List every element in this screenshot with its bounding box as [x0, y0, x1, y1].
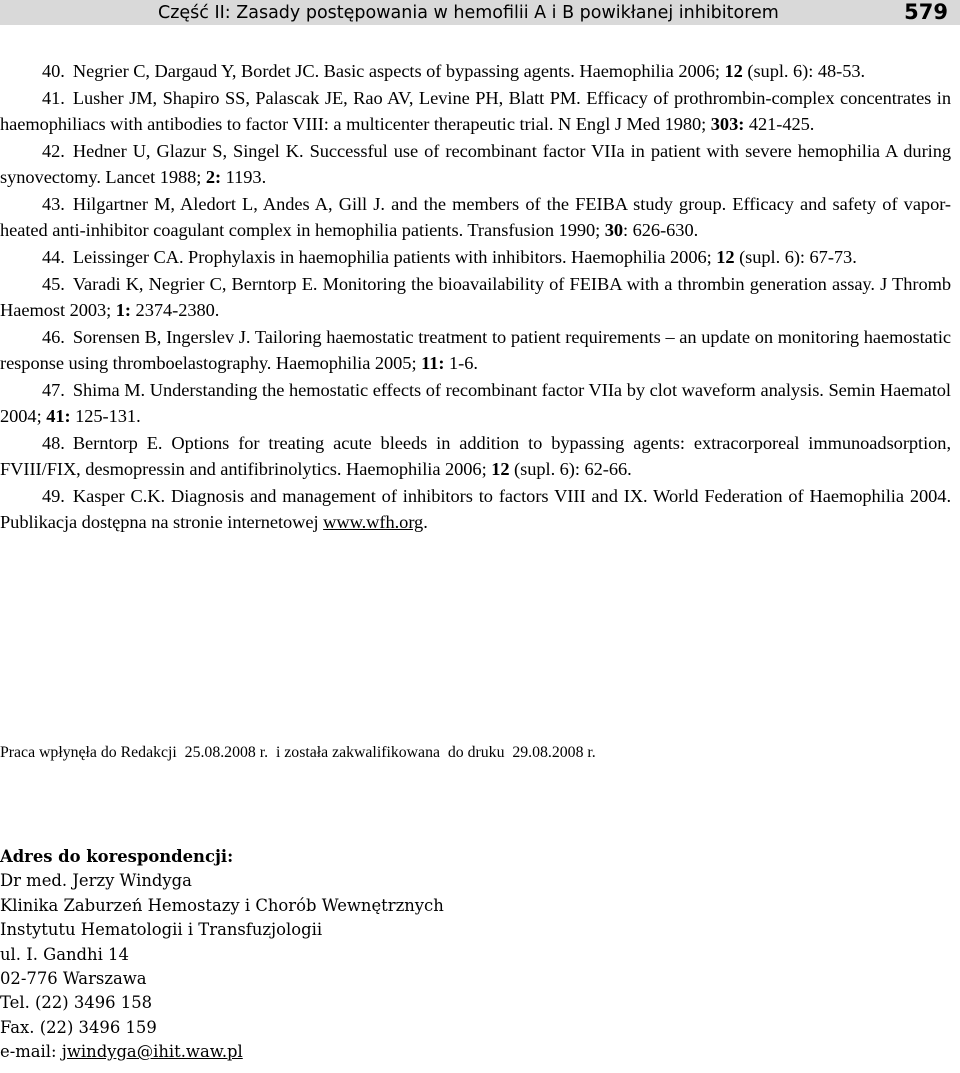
reference-item: 48. Berntorp E. Options for treating acute bleeds in addition to bypassing agents: extracorporeal immunoadsorption, FVIII/FIX, desmopressin and antifibrinolytics. Haemophilia 2006; 12 (supl. 6): 62-66. [0, 433, 951, 479]
reference-number: 43. [42, 194, 65, 214]
address-line: Fax. (22) 3496 159 [0, 1017, 157, 1037]
address-line: Dr med. Jerzy Windyga [0, 871, 192, 891]
page-number: 579 [904, 0, 948, 24]
address-line: 02-776 Warszawa [0, 969, 147, 989]
address-line: Klinika Zaburzeń Hemostazy i Chorób Wewnętrznych [0, 895, 444, 915]
reference-number: 46. [42, 327, 65, 347]
reference-number: 42. [42, 141, 65, 161]
reference-number: 45. [42, 274, 65, 294]
reference-number: 48. [42, 433, 65, 453]
email-label: e-mail: [0, 1042, 62, 1062]
reference-item: 49. Kasper C.K. Diagnosis and management of inhibitors to factors VIII and IX. World Federation of Haemophilia 2004. Publikacja dostępna na stronie internetowej www.wfh.org. [0, 486, 951, 532]
reference-item: 43. Hilgartner M, Aledort L, Andes A, Gill J. and the members of the FEIBA study group. Efficacy and safety of vapor-heated anti-inhibitor coagulant complex in hemophilia patients. Transfusion 1990; 30: 626-630. [0, 194, 951, 240]
email-line [0, 1040, 444, 1064]
running-header-title: Część II: Zasady postępowania w hemofilii A i B powikłanej inhibitorem [158, 3, 779, 23]
reference-number: 44. [42, 247, 65, 267]
email-link[interactable]: jwindyga@ihit.waw.pl [61, 1042, 243, 1062]
address-line: Instytutu Hematologii i Transfuzjologii [0, 920, 323, 940]
reference-item: 41. Lusher JM, Shapiro SS, Palascak JE, Rao AV, Levine PH, Blatt PM. Efficacy of prothrombin-complex concentrates in haemophiliacs with antibodies to factor VIII: a multicenter therapeutic trial. N Engl J Med 1980; 303: 421-425. [0, 88, 951, 134]
address-heading: Adres do korespondencji: [0, 847, 234, 866]
reference-item: 44. Leissinger CA. Prophylaxis in haemophilia patients with inhibitors. Haemophilia 2006; 12 (supl. 6): 67-73. [42, 247, 857, 267]
address-line: Tel. (22) 3496 158 [0, 993, 153, 1013]
reference-number: 40. [42, 61, 65, 81]
reference-number: 49. [42, 486, 65, 506]
reference-item: 47. Shima M. Understanding the hemostatic effects of recombinant factor VIIa by clot waveform analysis. Semin Haematol 2004; 41: 125-131. [0, 380, 951, 426]
correspondence-address [0, 845, 444, 1065]
address-line: ul. I. Gandhi 14 [0, 944, 129, 964]
reference-item: 46. Sorensen B, Ingerslev J. Tailoring haemostatic treatment to patient requirements – an update on monitoring haemostatic response using thromboelastography. Haemophilia 2005; 11: 1-6. [0, 327, 951, 373]
reference-item: 42. Hedner U, Glazur S, Singel K. Successful use of recombinant factor VIIa in patient with severe hemophilia A during synovectomy. Lancet 1988; 2: 1193. [0, 141, 951, 187]
reference-number: 41. [42, 88, 65, 108]
reference-item: 40. Negrier C, Dargaud Y, Bordet JC. Basic aspects of bypassing agents. Haemophilia 2006; 12 (supl. 6): 48-53. [42, 61, 866, 81]
reference-item: 45. Varadi K, Negrier C, Berntorp E. Monitoring the bioavailability of FEIBA with a thrombin generation assay. J Thromb Haemost 2003; 1: 2374-2380. [0, 274, 951, 320]
reference-number: 47. [42, 380, 65, 400]
submission-note: Praca wpłynęła do Redakcji 25.08.2008 r. i została zakwalifikowana do druku 29.08.2008 r. [0, 744, 596, 761]
reference-list [0, 58, 951, 536]
wfh-link[interactable]: www.wfh.org [323, 512, 424, 532]
running-header [0, 0, 960, 25]
